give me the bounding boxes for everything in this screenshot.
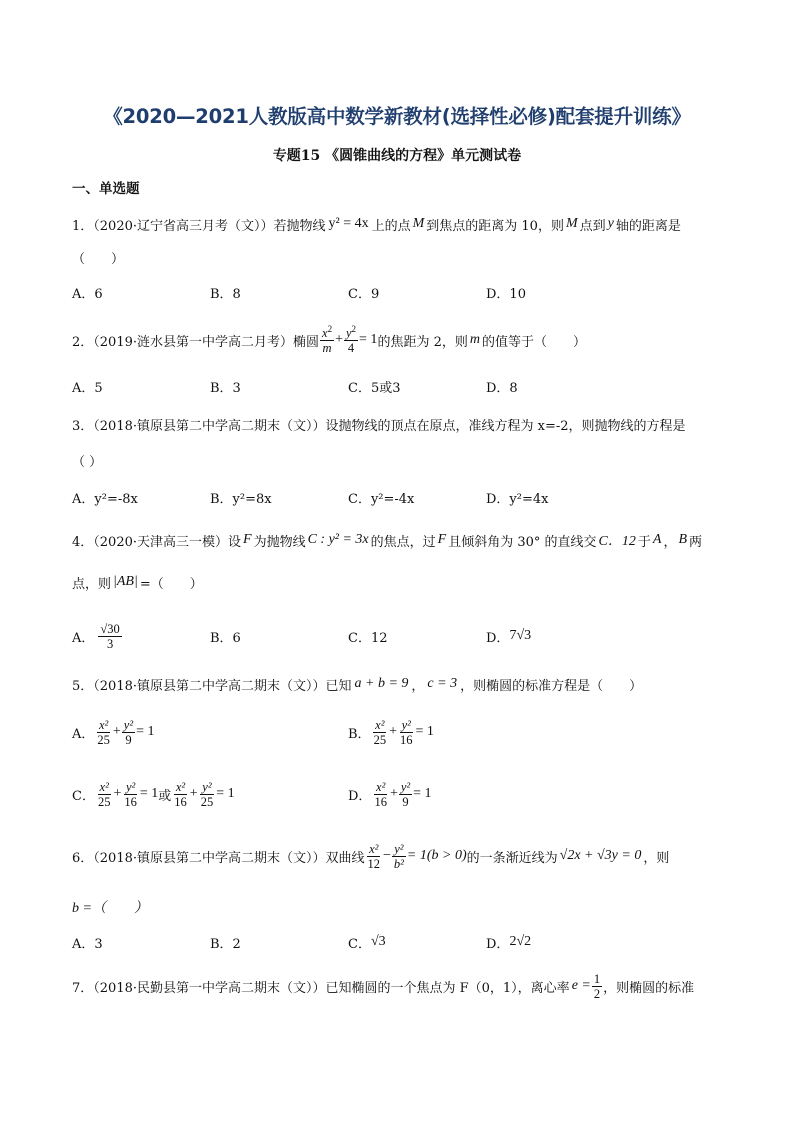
option-a: A． $\frac{√30}{3}$ bbox=[72, 621, 120, 651]
document-title: 《2020—2021人教版高中数学新教材(选择性必修)配套提升训练》 bbox=[103, 105, 691, 128]
option-a: A．3 bbox=[72, 936, 103, 952]
option-c: C．9 bbox=[348, 286, 380, 302]
question-3: 3．（2018·镇原县第二中学高二期末（文））设抛物线的顶点在原点，准线方程为 x=-2，则抛物线的方程是 bbox=[72, 418, 686, 434]
question-6: 6．（2018·镇原县第二中学高二期末（文））双曲线 $\frac{\text{x²}}{12}$ − $\frac{\text{y²}}{\text{b²}}$ = 1(b > 0) 的一条渐近线为 √2x + √3y = 0 ，则 bbox=[72, 841, 670, 871]
option-d: D．8 bbox=[486, 380, 518, 396]
option-d: D．10 bbox=[486, 286, 526, 302]
option-c: C． √3 bbox=[348, 934, 386, 952]
document-subtitle: 专题15 《圆锥曲线的方程》单元测试卷 bbox=[272, 148, 522, 164]
option-c: C．5或3 bbox=[348, 380, 401, 396]
fraction: $\frac{y^2}{4}$ bbox=[345, 323, 357, 355]
option-d: D． 7√3 bbox=[486, 628, 532, 646]
option-a: A． $\frac{\text{x²}}{25}$ + $\frac{\text{y²}}{9}$ = 1 bbox=[72, 717, 155, 747]
option-b: B．6 bbox=[210, 630, 241, 646]
option-d: D． 2√2 bbox=[486, 934, 532, 952]
question-5-options-cd bbox=[72, 774, 738, 814]
option-d: D． $\frac{\text{x²}}{16}$ + $\frac{\text{y²}}{9}$ = 1 bbox=[348, 779, 432, 809]
option-b: B．3 bbox=[210, 380, 241, 396]
question-2: 2．（2019·涟水县第一中学高二月考）椭圆 $\frac{x^2}{m}$ + $\frac{y^2}{4}$ = 1 的焦距为 2，则 m 的值等于（ ） bbox=[72, 323, 586, 355]
option-b: B． $\frac{\text{x²}}{25}$ + $\frac{\text{y²}}{16}$ = 1 bbox=[348, 717, 434, 747]
option-a: A．6 bbox=[72, 286, 103, 302]
option-c: C．12 bbox=[348, 630, 388, 646]
option-c: C． $\frac{\text{x²}}{25}$ + $\frac{\text{y²}}{16}$ = 1 或 $\frac{\text{x²}}{16}$ + $\frac{\text{y²}}{25}$ = 1 bbox=[72, 779, 235, 809]
question-4-line2: 点，则 |AB| =（ ） bbox=[72, 574, 203, 592]
option-d: D．y²=4x bbox=[486, 491, 549, 507]
question-2-options bbox=[72, 374, 738, 398]
question-4: 4．（2020·天津高三一模）设 F 为抛物线 C : y² = 3x 的焦点，过 F 且倾斜角为 30° 的直线交 C．12 于 A ， B 两 bbox=[72, 532, 703, 550]
question-3-paren: （ ） bbox=[72, 454, 103, 470]
question-4-options bbox=[72, 616, 738, 656]
question-1: 1．（2020·辽宁省高三月考（文））若抛物线 y² = 4x 上的点 M 到焦点的距离为 10，则 M 点到 y 轴的距离是 bbox=[72, 216, 681, 234]
question-1-options bbox=[72, 280, 738, 304]
option-a: A．5 bbox=[72, 380, 103, 396]
section-heading: 一、单选题 bbox=[72, 181, 140, 197]
question-6-options bbox=[72, 930, 738, 954]
question-5: 5．（2018·镇原县第二中学高二期末（文））已知 a + b = 9 ， c = 3 ，则椭圆的标准方程是（ ） bbox=[72, 676, 643, 694]
question-1-paren: （ ） bbox=[72, 251, 125, 267]
option-b: B．y²=8x bbox=[210, 491, 272, 507]
option-c: C．y²=-4x bbox=[348, 491, 415, 507]
option-a: A．y²=-8x bbox=[72, 491, 138, 507]
option-b: B．2 bbox=[210, 936, 241, 952]
fraction: $\frac{√30}{3}$ bbox=[100, 621, 120, 651]
question-5-options-ab bbox=[72, 712, 738, 752]
option-b: B．8 bbox=[210, 286, 241, 302]
fraction: $\frac{x^2}{m}$ bbox=[322, 323, 333, 355]
question-6-line2: b =（ ） bbox=[72, 901, 148, 916]
question-7: 7．（2018·民勤县第一中学高二期末（文））已知椭圆的一个焦点为 F（0，1），离心率 e = $\frac{1}{2}$ ，则椭圆的标准 bbox=[72, 971, 695, 1001]
question-3-options bbox=[72, 485, 738, 509]
